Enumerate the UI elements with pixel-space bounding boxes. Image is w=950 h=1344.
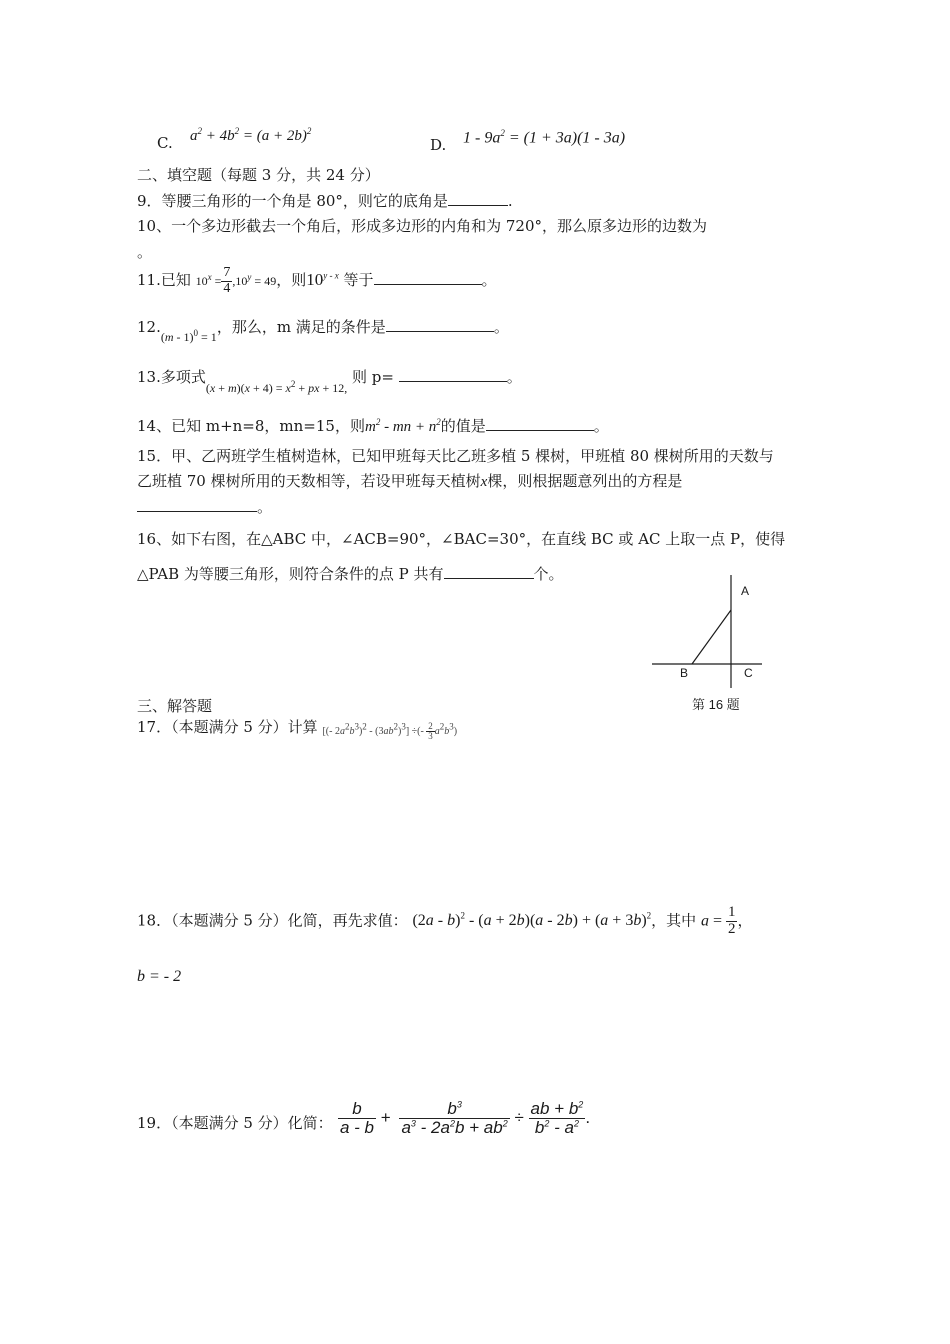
question-10-line1: 10、一个多边形截去一个角后，形成多边形的内角和为 720°，那么原多边形的边数为 (137, 217, 707, 235)
section-3-heading: 三、解答题 (137, 697, 213, 715)
question-18: 18．（本题满分 5 分）化简，再先求值： $(2a - b)^2 - (a + 2b)(a - 2b) + (a + 3b)^2$，其中 a = $\frac{1}{2}$ ， (137, 904, 753, 937)
option-d-label: D. (430, 136, 447, 154)
question-15-line3: 。 (137, 496, 272, 517)
question-19: 19．（本题满分 5 分）化简： (137, 1114, 333, 1132)
figure-caption: 第 16 题 (692, 697, 740, 712)
question-16-line2: △PAB 为等腰三角形，则符合条件的点 P 共有 个。 (137, 565, 564, 583)
question-15-line2: 乙班植 70 棵树所用的天数相等，若设甲班每天植树x棵，则根据题意列出的方程是 (137, 472, 683, 490)
question-15-line1: 15．甲、乙两班学生植树造林，已知甲班每天比乙班多植 5 棵树，甲班植 80 棵树所用的天数与 (137, 447, 774, 465)
question-16-line1: 16、如下右图，在△ABC 中，∠ACB=90°，∠BAC=30°，在直线 BC 或 AC 上取一点 P，使得 (137, 530, 786, 548)
section-2-heading: 二、填空题（每题 3 分，共 24 分） (137, 166, 380, 184)
question-17: 17．（本题满分 5 分）计算 [(- $2a^2b^3)^2 - (3ab^2)^3$] ÷(- $\frac{2}{3}$ $a^2b^3$) (137, 718, 458, 742)
question-10-line2: 。 (137, 243, 153, 261)
question-9: 9．等腰三角形的一个角是 80°，则它的底角是 . (137, 192, 513, 210)
option-c-expression: $a^2 + 4b^2 = (a + 2b)^2$ (190, 126, 312, 144)
line-ab (692, 610, 731, 664)
question-19-expression: $\frac{b}{a - b}$ + $\frac{b^3}{a^3 - 2a^2b + ab^2}$ ÷ $\frac{ab + b^2}{b^2 - a^2}$ . (340, 1099, 591, 1137)
option-d-expression: $1 - 9a^2 = (1 + 3a)(1 - 3a)$ (463, 128, 626, 147)
option-c-label: C. (157, 134, 173, 152)
label-c: C (744, 666, 753, 680)
question-12: $12._{(m - 1)^0 = 1}$，那么，m 满足的条件是 。 (137, 318, 509, 344)
question-14: 14、已知 m+n=8，mn=15，则$m^2$ - mn + $n^2$的值是 。 (137, 417, 609, 435)
question-18-b-value: b = - 2 (137, 968, 182, 985)
label-b: B (680, 666, 689, 680)
label-a: A (741, 584, 750, 598)
question-11: 11.已知 $10^x$ = $\frac{7}{4}$ $,10^y = 49$，则10$^{y - x}$ 等于 。 (137, 265, 497, 296)
question-13: 13.多项式$_{(x + m)(x + 4) = x^2 + px + 12,}$ 则 p= 。 (137, 368, 522, 395)
